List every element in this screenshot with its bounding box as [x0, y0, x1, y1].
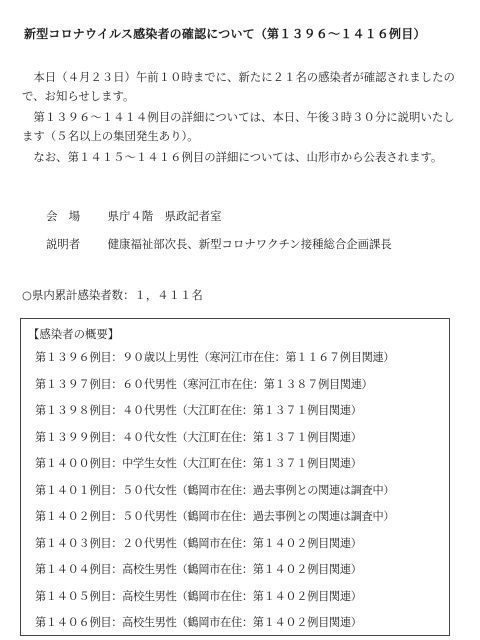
case-summary-heading: 【感染者の概要】: [28, 327, 120, 341]
case-item: 第１４０２例目：５０代男性（鶴岡市在住：過去事例との関連は調査中）: [35, 510, 395, 523]
document-title: 新型コロナウイルス感染者の確認について（第１３９６～１４１６例目）: [24, 27, 426, 41]
case-item: 第１４０３例目：２０代男性（鶴岡市在住：第１４０２例目関連）: [35, 536, 362, 550]
case-item: 第１４０４例目：高校生男性（鶴岡市在住：第１４０２例目関連）: [35, 563, 362, 576]
venue-row: [46, 208, 466, 224]
paragraph-yamagata-city-note: なお、第１４１５～１４１６例目の詳細については、山形市から公表されます。: [22, 150, 443, 164]
paragraph-briefing-notice: 第１３９６～１４１４例目の詳細については、本日、午後３時３０分に説明いたします（５名以上の集団発生あり）。: [22, 110, 455, 143]
case-summary-box: [20, 318, 450, 636]
venue-label: 会 場: [46, 209, 81, 223]
paragraph-announcement: 本日（４月２３日）午前１０時までに、新たに２１名の感染者が確認されましたので、お知らせします。: [22, 70, 455, 103]
case-item: 第１４０５例目：高校生男性（鶴岡市在住：第１４０２例目関連）: [35, 589, 362, 603]
presenter-label: 説明者: [46, 237, 81, 251]
case-item: 第１３９６例目：９０歳以上男性（寒河江市在住：第１１６７例目関連）: [35, 351, 395, 364]
presenter-row: [46, 236, 466, 252]
cumulative-total: ○県内累計感染者数：１，４１１名: [22, 288, 203, 302]
case-item: 第１３９９例目：４０代女性（大江町在住：第１３７１例目関連）: [35, 430, 362, 444]
case-item: 第１４０１例目：５０代女性（鶴岡市在住：過去事例との関連は調査中）: [35, 483, 395, 497]
case-item: 第１４０６例目：高校生男性（鶴岡市在住：第１４０２例目関連）: [35, 616, 362, 629]
case-item: 第１３９７例目：６０代男性（寒河江市在住：第１３８７例目関連）: [35, 377, 373, 391]
presenter-value: 健康福祉部次長、新型コロナワクチン接種総合企画課長: [107, 237, 392, 251]
venue-value: 県庁４階 県政記者室: [107, 209, 222, 223]
case-item: 第１３９８例目：４０代男性（大江町在住：第１３７１例目関連）: [35, 404, 362, 417]
case-item: 第１４００例目：中学生女性（大江町在住：第１３７１例目関連）: [35, 457, 362, 470]
